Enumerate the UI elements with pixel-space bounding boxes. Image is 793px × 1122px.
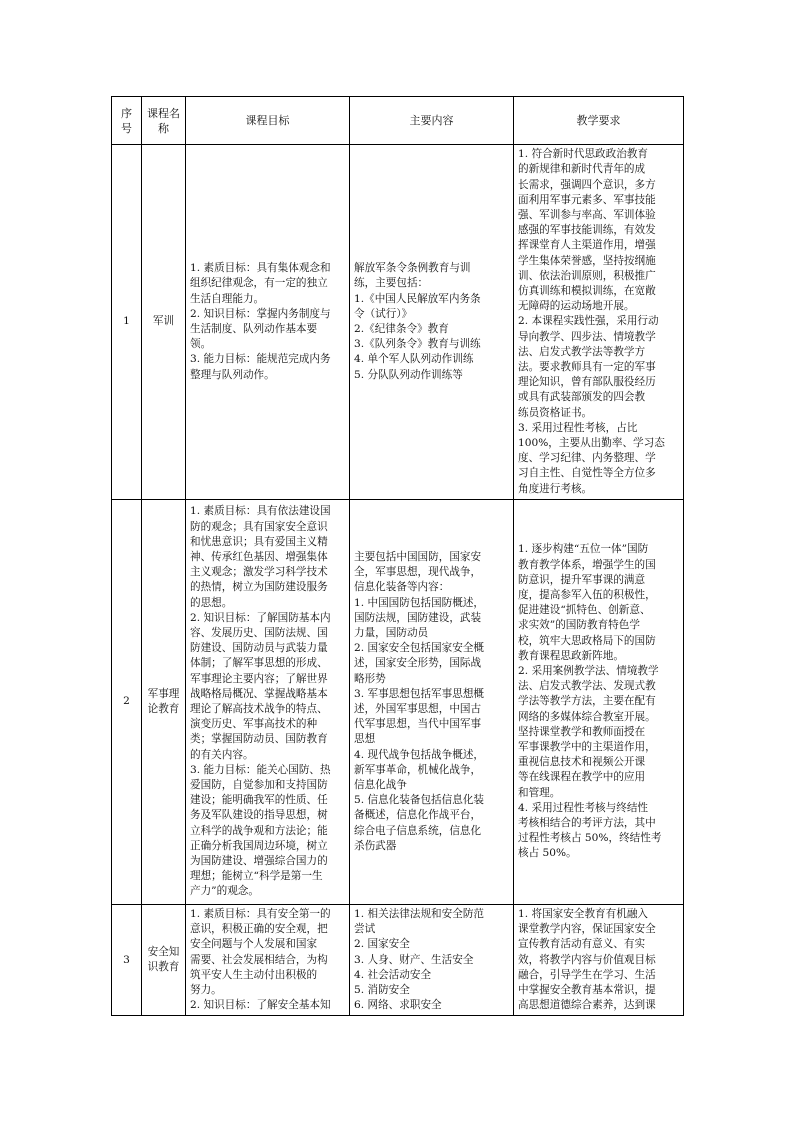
text-line: 述，外国军事思想，中国古 <box>354 703 482 715</box>
text-line: 或具有武装部颁发的四会教 <box>518 391 646 404</box>
text-line: 度、学习纪律、内务整理、学 <box>518 452 656 465</box>
text-line: 力量，国防动员 <box>354 626 429 639</box>
text-line: 训、依法治训原则，积极推广 <box>518 269 656 282</box>
course-name: 军事理论教育 <box>142 500 186 905</box>
text-line: 解放军条令条例教育与训 <box>354 262 471 275</box>
text-line: 和忧患意识；具有爱国主义精 <box>190 535 328 548</box>
table-row <box>112 905 684 1016</box>
text-line: 理想；能树立“科学是第一生 <box>190 870 323 883</box>
text-line: 尝试 <box>354 923 376 936</box>
text-line: 令（试行）》 <box>354 307 413 320</box>
text-line: 6. 网络、求职安全 <box>354 999 442 1012</box>
text-line: 信息化战争 <box>354 779 407 792</box>
text-line: 仿真训练和模拟训练，在宽敞 <box>518 284 656 297</box>
text-line: 1. 符合新时代思政政治教育 <box>518 148 649 161</box>
row-number: 3 <box>112 905 142 1016</box>
text-line: 效，将教学内容与价值观目标 <box>518 953 656 966</box>
text-line: 教育教学体系，增强学生的国 <box>518 558 656 571</box>
text-line: 3. 能力目标：能关心国防、热 <box>190 763 331 776</box>
text-line: 主要包括中国国防，国家安 <box>354 550 482 563</box>
text-line: 立科学的战争观和方法论；能 <box>190 824 328 837</box>
header-course-name: 课程名称 <box>142 97 186 145</box>
text-line: 3. 人身、财产、生活安全 <box>354 953 474 966</box>
text-line: 4. 单个军人队列动作训练 <box>354 353 474 366</box>
text-line: 的热情，树立为国防建设服务 <box>190 581 328 594</box>
text-line: 防意识，提升军事课的满意 <box>518 573 646 586</box>
text-line: 导向教学、四步法、情境教学 <box>518 330 656 343</box>
teaching-requirements <box>514 145 684 500</box>
text-line: 习自主性、自觉性等全方位多 <box>518 467 656 480</box>
text-line: 全，军事思想，现代战争， <box>354 566 482 579</box>
text-line: 主义观念；激发学习科学技术 <box>190 566 328 579</box>
text-line: 过程性考核占 50%，终结性考 <box>518 832 662 845</box>
text-line: 思想 <box>354 733 376 746</box>
text-line: 练，主要包括： <box>354 277 429 290</box>
text-line: 2. 国家安全包括国家安全概 <box>354 642 485 655</box>
header-teaching-requirements: 教学要求 <box>514 97 684 145</box>
text-line: 理论知识，曾有部队服役经历 <box>518 376 656 389</box>
text-line: 综合电子信息系统，信息化 <box>354 824 482 837</box>
text-line: 法、启发式教学法、发现式教 <box>518 680 656 693</box>
text-line: 2.《纪律条令》教育 <box>354 323 449 335</box>
row-number: 1 <box>112 145 142 500</box>
text-line: 学法等教学方法，主要在配有 <box>518 695 656 708</box>
course-goals <box>186 145 350 500</box>
text-line: 坚持课堂教学和教师面授在 <box>518 725 646 738</box>
text-line: 求实效”的国防教育特色学 <box>518 619 640 632</box>
text-line: 类；掌握国防动员、国防教育 <box>190 733 328 746</box>
text-line: 爱国防，自觉参加和支持国防 <box>190 779 328 792</box>
text-line: 代军事思想，当代中国军事 <box>354 718 482 731</box>
table-body <box>112 145 684 1016</box>
text-line: 2. 本课程实践性强，采用行动 <box>518 315 659 328</box>
text-line: 的有关内容。 <box>190 748 254 761</box>
text-line: 宣传教育活动有意义、有实 <box>518 938 646 951</box>
text-line: 的思想。 <box>190 596 233 609</box>
main-content <box>350 145 514 500</box>
text-line: 3. 军事思想包括军事思想概 <box>354 687 485 700</box>
text-line: 法、启发式教学法等教学方 <box>518 345 646 358</box>
text-line: 练员资格证书。 <box>518 406 593 419</box>
text-line: 生活制度、队列动作基本要 <box>190 323 318 335</box>
course-table <box>111 96 684 1016</box>
text-line: 考核相结合的考评方法，其中 <box>518 817 656 830</box>
text-line: 教育课程思政新阵地。 <box>518 649 624 662</box>
text-line: 1. 相关法律法规和安全防范 <box>354 908 485 920</box>
text-line: 1.《中国人民解放军内务条 <box>354 292 481 305</box>
text-line: 2. 采用案例教学法、情境教学 <box>518 664 659 677</box>
main-content <box>350 500 514 905</box>
text-line: 4. 现代战争包括战争概述， <box>354 748 485 761</box>
text-line: 生活自理能力。 <box>190 292 265 305</box>
text-line: 述，国家安全形势，国际战 <box>354 657 482 670</box>
text-line: 神、传承红色基因、增强集体 <box>190 550 328 563</box>
text-line: 5. 消防安全 <box>354 984 410 997</box>
text-line: 务及军队建设的指导思想，树 <box>190 809 328 822</box>
text-line: 1. 素质目标：具有集体观念和 <box>190 262 331 275</box>
text-line: 强、军训参与率高、军训体验 <box>518 208 656 221</box>
header-no: 序号 <box>112 97 142 145</box>
table-row <box>112 500 684 905</box>
text-line: 中掌握安全教育基本常识，提 <box>518 984 656 997</box>
teaching-requirements <box>514 500 684 905</box>
text-line: 理论了解高技术战争的特点、 <box>190 703 328 715</box>
row-number: 2 <box>112 500 142 905</box>
teaching-requirements <box>514 905 684 1016</box>
text-line: 安全问题与个人发展和国家 <box>190 938 318 951</box>
text-line: 战略格局概况、掌握战略基本 <box>190 687 328 700</box>
header-course-goals: 课程目标 <box>186 97 350 145</box>
course-name: 安全知识教育 <box>142 905 186 1016</box>
text-line: 意识，积极正确的安全观，把 <box>190 923 328 936</box>
text-line: 和管理。 <box>518 786 561 799</box>
table-row <box>112 145 684 500</box>
text-line: 1. 中国国防包括国防概述， <box>354 596 485 609</box>
text-line: 度，提高参军入伍的积极性， <box>518 588 656 601</box>
text-line: 努力。 <box>190 984 222 997</box>
text-line: 促进建设“抓特色、创新意、 <box>518 604 651 617</box>
text-line: 5. 信息化装备包括信息化装 <box>354 794 485 807</box>
text-line: 网络的多媒体综合教室开展。 <box>518 710 656 723</box>
text-line: 防的观念；具有国家安全意识 <box>190 520 328 533</box>
text-line: 学生集体荣誉感，坚持按纲施 <box>518 254 656 267</box>
text-line: 演变历史、军事高技术的种 <box>190 718 318 731</box>
text-line: 军事课教学中的主渠道作用， <box>518 741 656 753</box>
text-line: 5. 分队队列动作训练等 <box>354 368 463 381</box>
text-line: 等在线课程在教学中的应用 <box>518 771 646 784</box>
table-header-row <box>112 97 684 145</box>
text-line: 1. 逐步构建“五位一体”国防 <box>518 543 649 556</box>
text-line: 3. 能力目标：能规范完成内务 <box>190 353 331 366</box>
text-line: 重视信息技术和视频公开课 <box>518 756 646 769</box>
text-line: 1. 素质目标：具有依法建设国 <box>190 505 331 518</box>
text-line: 信息化装备等内容： <box>354 581 450 594</box>
text-line: 长需求，强调四个意识，多方 <box>518 178 656 191</box>
main-content <box>350 905 514 1016</box>
text-line: 感强的军事技能训练，有效发 <box>518 224 656 237</box>
course-name: 军训 <box>142 145 186 500</box>
text-line: 略形势 <box>354 672 386 685</box>
text-line: 产力”的观念。 <box>190 885 259 898</box>
text-line: 的新规律和新时代青年的成 <box>518 163 646 176</box>
text-line: 核占 50%。 <box>518 847 577 860</box>
text-line: 2. 国家安全 <box>354 938 410 951</box>
text-line: 正确分析我国周边环境，树立 <box>190 839 328 852</box>
text-line: 2. 知识目标：了解安全基本知 <box>190 999 331 1012</box>
text-line: 领。 <box>190 338 212 351</box>
text-line: 高思想道德综合素养，达到课 <box>518 999 656 1012</box>
text-line: 4. 社会活动安全 <box>354 968 432 981</box>
text-line: 挥课堂育人主渠道作用，增强 <box>518 239 656 252</box>
text-line: 备概述，信息化作战平台， <box>354 809 482 822</box>
text-line: 法。要求教师具有一定的军事 <box>518 361 656 373</box>
text-line: 2. 知识目标：掌握内务制度与 <box>190 307 331 320</box>
text-line: 2. 知识目标：了解国防基本内 <box>190 611 331 624</box>
text-line: 防建设、国防动员与武装力量 <box>190 642 328 655</box>
text-line: 需要、社会发展相结合，为构 <box>190 953 328 966</box>
text-line: 国防法规，国防建设，武装 <box>354 611 482 624</box>
text-line: 角度进行考核。 <box>518 482 593 495</box>
course-goals <box>186 905 350 1016</box>
text-line: 1. 素质目标：具有安全第一的 <box>190 908 331 920</box>
text-line: 面利用军事元素多、军事技能 <box>518 193 656 206</box>
text-line: 容、发展历史、国防法规、国 <box>190 626 328 639</box>
text-line: 为国防建设、增强综合国力的 <box>190 855 328 868</box>
text-line: 融合，引导学生在学习、生活 <box>518 968 656 981</box>
text-line: 无障碍的运动场地开展。 <box>518 300 635 313</box>
text-line: 100%，主要从出勤率、学习态 <box>518 437 665 450</box>
text-line: 体制；了解军事思想的形成、 <box>190 657 328 670</box>
text-line: 1. 将国家安全教育有机融入 <box>518 908 649 920</box>
text-line: 军事理论主要内容；了解世界 <box>190 672 328 685</box>
text-line: 杀伤武器 <box>354 839 397 852</box>
text-line: 新军事革命，机械化战争， <box>354 763 482 776</box>
course-goals <box>186 500 350 905</box>
text-line: 课堂教学内容，保证国家安全 <box>518 923 656 936</box>
text-line: 建设；能明确我军的性质、任 <box>190 794 328 807</box>
text-line: 4. 采用过程性考核与终结性 <box>518 801 649 814</box>
text-line: 筑平安人生主动付出积极的 <box>190 968 318 981</box>
text-line: 整理与队列动作。 <box>190 368 275 381</box>
text-line: 组织纪律观念，有一定的独立 <box>190 277 328 290</box>
text-line: 校，筑牢大思政格局下的国防 <box>518 634 656 647</box>
text-line: 3. 采用过程性考核，占比 <box>518 421 638 434</box>
text-line: 3.《队列条令》教育与训练 <box>354 338 481 351</box>
header-main-content: 主要内容 <box>350 97 514 145</box>
